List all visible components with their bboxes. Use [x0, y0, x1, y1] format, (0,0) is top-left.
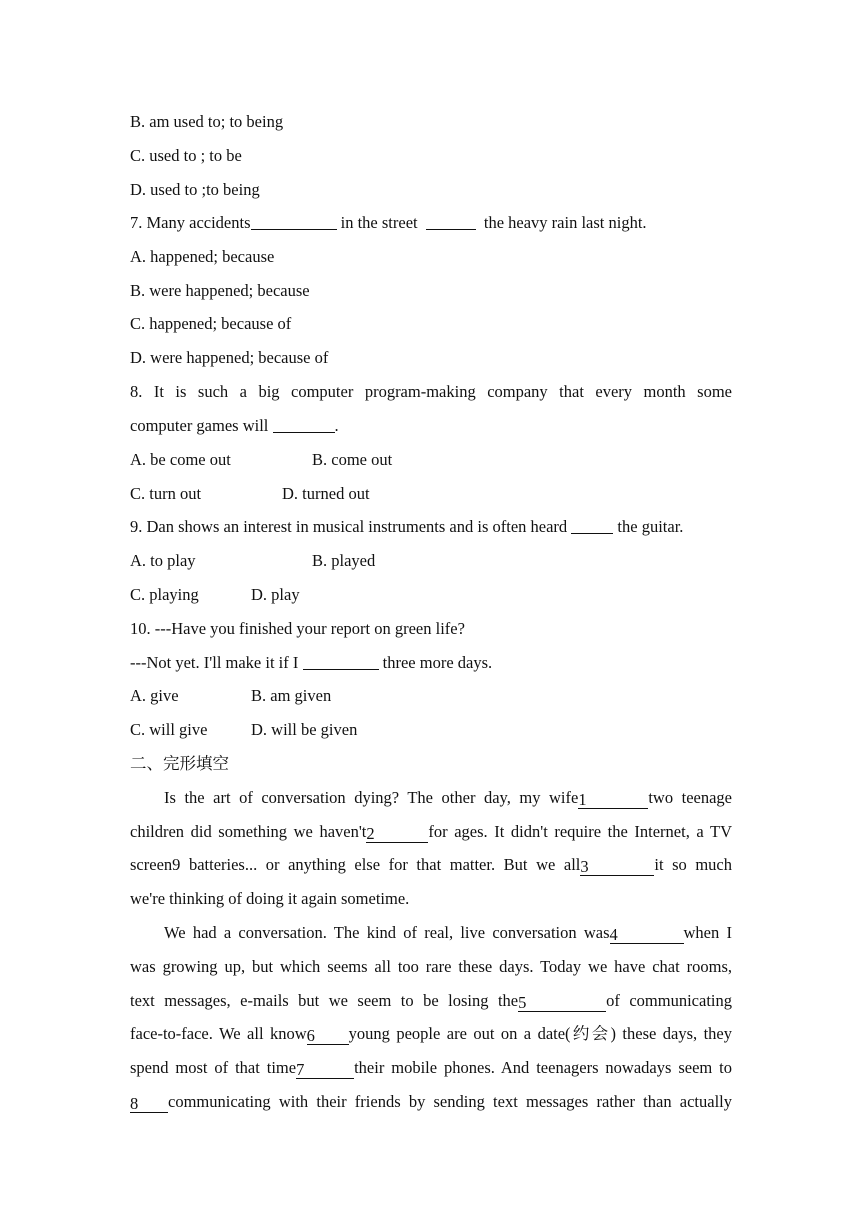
- q10-stem-line1: 10. ---Have you finished your report on green life?: [130, 619, 465, 638]
- q9-stem: [130, 513, 732, 541]
- passage-text: face-to-face. We all know: [130, 1024, 307, 1043]
- passage-text: Is the art of conversation dying? The other day, my wife: [164, 788, 579, 807]
- cloze-blank-5: 5: [518, 995, 606, 1012]
- passage-text: text messages, e-mails but we seem to be losing the: [130, 991, 519, 1010]
- passage-line-7: [130, 987, 732, 1015]
- q9-option-d: D. play: [251, 585, 300, 604]
- q10-blank: [303, 653, 379, 670]
- q7-stem-part1: 7. Many accidents: [130, 213, 251, 232]
- passage-line-6: was growing up, but which seems all too rare these days. Today we have chat rooms,: [130, 957, 732, 976]
- q9-options-row1: [130, 547, 732, 575]
- q8-options-row1: [130, 446, 732, 474]
- passage-text: for ages. It didn't require the Internet, a TV: [428, 822, 733, 841]
- q7-stem: [130, 209, 732, 237]
- q9-options-row2: [130, 581, 732, 609]
- passage-text: when I: [683, 923, 732, 942]
- section-heading: 二、完形填空: [130, 754, 229, 773]
- q8-options-row2: [130, 480, 732, 508]
- q6-option-d: D. used to ;to being: [130, 180, 260, 199]
- cloze-blank-1: 1: [578, 792, 648, 809]
- q8-stem-line1: 8. It is such a big computer program-making company that every month some: [130, 382, 732, 401]
- q6-option-b: B. am used to; to being: [130, 112, 284, 131]
- q7-option-a: A. happened; because: [130, 247, 275, 266]
- q8-option-a: A. be come out: [130, 450, 231, 469]
- q8-option-d: D. turned out: [282, 484, 370, 503]
- cloze-blank-7: 7: [296, 1062, 354, 1079]
- q10-stem-part2: three more days.: [378, 653, 493, 672]
- q8-blank: [273, 416, 335, 433]
- q10-option-b: B. am given: [251, 686, 332, 705]
- q7-blank-1: [251, 213, 337, 230]
- passage-text: spend most of that time: [130, 1058, 297, 1077]
- q8-option-c: C. turn out: [130, 484, 202, 503]
- cloze-blank-3: 3: [580, 859, 654, 876]
- cloze-blank-8: 8: [130, 1096, 168, 1113]
- q6-option-c: C. used to ; to be: [130, 146, 242, 165]
- q9-option-a: A. to play: [130, 551, 196, 570]
- passage-text: their mobile phones. And teenagers nowadays seem to: [354, 1058, 732, 1077]
- passage-text: We had a conversation. The kind of real, live conversation was: [164, 923, 610, 942]
- q9-blank: [571, 517, 613, 534]
- passage-text: screen9 batteries... or anything else for that matter. But we all: [130, 855, 581, 874]
- passage-text: of communicating: [606, 991, 732, 1010]
- passage-line-5: [130, 919, 732, 947]
- passage-line-4: we're thinking of doing it again sometime.: [130, 889, 410, 908]
- passage-line-1: [130, 784, 732, 812]
- q8-stem-part2: .: [334, 416, 339, 435]
- passage-line-8: [130, 1020, 732, 1048]
- passage-line-9: [130, 1054, 732, 1082]
- passage-line-2: [130, 818, 732, 846]
- passage-text: young people are out on a date(约会) these days, they: [348, 1024, 732, 1043]
- q9-stem-part1: 9. Dan shows an interest in musical instruments and is often heard: [130, 517, 572, 536]
- q8-stem-line2: [130, 412, 732, 440]
- q8-stem-part1: computer games will: [130, 416, 273, 435]
- q7-option-d: D. were happened; because of: [130, 348, 329, 367]
- passage-text: two teenage: [648, 788, 732, 807]
- q7-stem-part2: in the street: [336, 213, 422, 232]
- q10-options-row1: [130, 682, 732, 710]
- q7-stem-part3: the heavy rain last night.: [479, 213, 647, 232]
- q10-options-row2: [130, 716, 732, 744]
- passage-line-10: [130, 1088, 732, 1116]
- q10-stem-part1: ---Not yet. I'll make it if I: [130, 653, 303, 672]
- passage-text: it so much: [654, 855, 733, 874]
- q10-stem-line2: [130, 649, 732, 677]
- passage-line-3: [130, 851, 732, 879]
- q10-option-a: A. give: [130, 686, 179, 705]
- q9-stem-part2: the guitar.: [613, 517, 684, 536]
- q7-option-b: B. were happened; because: [130, 281, 310, 300]
- q9-option-b: B. played: [312, 551, 376, 570]
- passage-text: communicating with their friends by sending text messages rather than actually: [168, 1092, 732, 1111]
- cloze-blank-6: 6: [307, 1028, 349, 1045]
- passage-text: children did something we haven't: [130, 822, 367, 841]
- q10-option-d: D. will be given: [251, 720, 358, 739]
- q8-option-b: B. come out: [312, 450, 393, 469]
- cloze-blank-4: 4: [610, 927, 684, 944]
- q10-option-c: C. will give: [130, 720, 208, 739]
- q7-blank-2: [426, 213, 476, 230]
- cloze-blank-2: 2: [366, 826, 428, 843]
- q9-option-c: C. playing: [130, 585, 199, 604]
- q7-option-c: C. happened; because of: [130, 314, 292, 333]
